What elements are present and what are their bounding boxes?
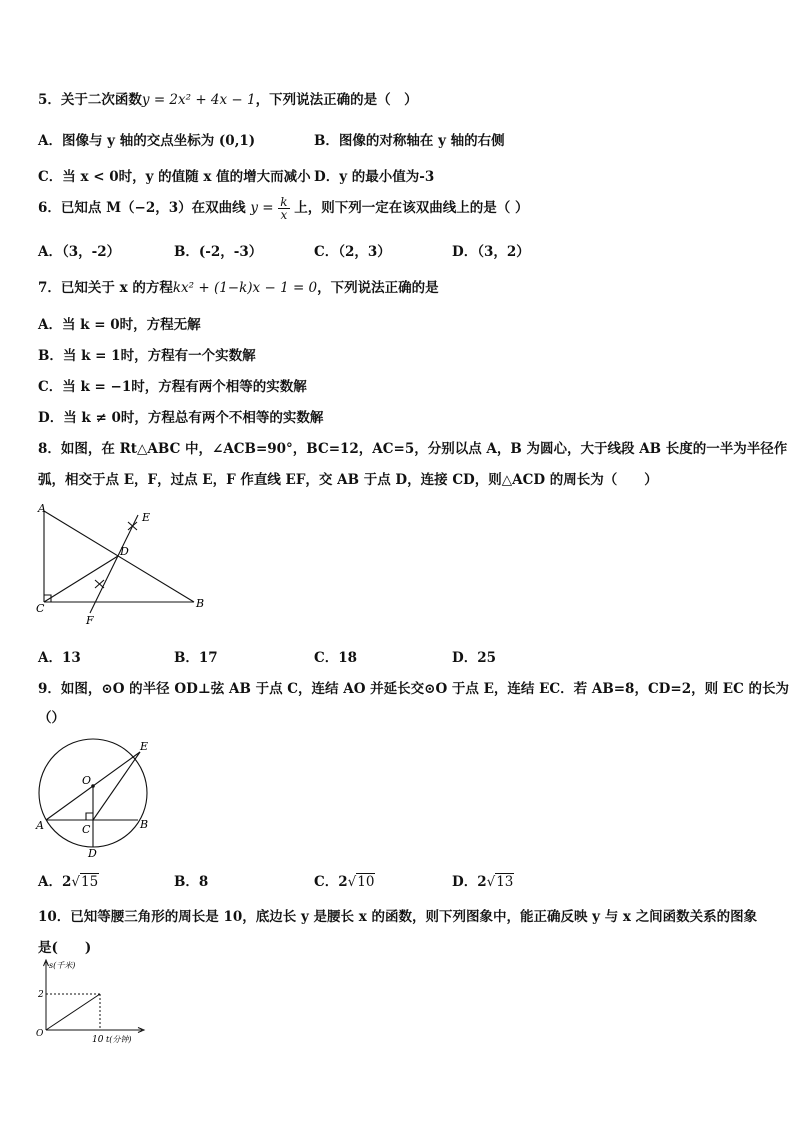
q9-label-a: A xyxy=(36,819,44,832)
q8-arc-mark-f xyxy=(95,580,104,588)
q9-option-a-label: A．2 xyxy=(38,874,72,890)
q8-figure xyxy=(32,500,212,630)
q7-stem-pre: 7．已知关于 x 的方程 xyxy=(38,280,173,296)
q10-x-axis-label: t(分钟) xyxy=(106,1035,132,1044)
q10-stem-line2: 是( ) xyxy=(38,940,92,956)
q9-option-a-radicand: 15 xyxy=(80,874,99,890)
q10-stem-line1: 10．已知等腰三角形的周长是 10，底边长 y 是腰长 x 的函数，则下列图象中，能正确反映 y 与 x 之间函数关系的图象 xyxy=(38,909,758,925)
q5-option-b[interactable]: B．图像的对称轴在 y 轴的右侧 xyxy=(314,133,505,149)
q10-graph-line xyxy=(46,994,100,1030)
q6-stem xyxy=(38,196,528,221)
q9-stem-line1: 9．如图，⊙O 的半径 OD⊥弦 AB 于点 C，连结 AO 并延长交⊙O 于点 E，连结 EC．若 AB=8，CD=2，则 EC 的长为 xyxy=(38,681,790,697)
q9-option-c-label: C．2 xyxy=(314,874,348,890)
q9-option-d-label: D．2 xyxy=(452,874,487,890)
q10-x-tick-label: 10 xyxy=(92,1035,104,1045)
q5-stem xyxy=(38,88,418,108)
q9-option-c[interactable] xyxy=(314,870,375,890)
q10-y-axis-label: s(千米) xyxy=(49,961,76,970)
q7-expression: kx² + (1−k)x − 1 = 0 xyxy=(172,280,318,296)
q9-label-o: O xyxy=(82,774,92,787)
q8-label-b: B xyxy=(196,597,205,610)
q7-stem-post: ，下列说法正确的是 xyxy=(317,280,439,296)
q6-option-b[interactable]: B．(-2，-3） xyxy=(174,244,263,260)
q9-label-b: B xyxy=(140,818,149,831)
q9-option-b[interactable]: B．8 xyxy=(174,874,209,890)
q8-stem-line1: 8．如图，在 Rt△ABC 中，∠ACB=90°，BC=12，AC=5，分别以点 A，B 为圆心，大于线段 AB 长度的一半为半径作 xyxy=(38,441,788,457)
q7-option-d[interactable]: D．当 k ≠ 0时，方程总有两个不相等的实数解 xyxy=(38,410,324,426)
q8-label-f: F xyxy=(86,614,94,627)
q8-option-a[interactable]: A．13 xyxy=(38,650,81,666)
q9-segment-ec xyxy=(93,752,140,820)
q6-stem-post: 上，则下列一定在该双曲线上的是（ ） xyxy=(294,200,529,216)
q5-option-c[interactable]: C．当 x < 0时，y 的值随 x 值的增大而减小 xyxy=(38,169,311,185)
q6-option-a[interactable]: A．（3，-2） xyxy=(38,244,121,260)
q9-option-c-radicand: 10 xyxy=(357,874,375,890)
q6-fraction-numerator: k xyxy=(280,195,288,209)
q8-label-c: C xyxy=(36,602,45,615)
q6-option-c[interactable]: C．（2，3） xyxy=(314,244,391,260)
q10-origin-label: O xyxy=(36,1029,44,1039)
q9-stem-line2: （） xyxy=(38,710,65,726)
q9-option-a-sqrt: √15 xyxy=(71,874,99,890)
q9-option-d-sqrt: √13 xyxy=(486,874,514,890)
q6-stem-pre: 6．已知点 M（−2，3）在双曲线 xyxy=(38,200,246,216)
q8-label-a: A xyxy=(38,502,46,515)
q9-option-c-sqrt: √10 xyxy=(347,874,375,890)
q10-y-tick-label: 2 xyxy=(38,990,44,1000)
q9-option-d[interactable] xyxy=(452,870,514,890)
q5-stem-post: ，下列说法正确的是（ ） xyxy=(255,92,418,108)
q9-right-angle-mark xyxy=(86,813,93,820)
q6-fraction xyxy=(278,196,289,221)
q9-center-dot xyxy=(91,784,95,788)
q7-option-a[interactable]: A．当 k = 0时，方程无解 xyxy=(38,317,201,333)
q5-option-d[interactable]: D．y 的最小值为-3 xyxy=(314,169,435,185)
q8-label-e: E xyxy=(142,511,151,524)
q8-arc-mark-e xyxy=(128,522,137,530)
q6-option-d[interactable]: D．（3，2） xyxy=(452,244,530,260)
q7-option-b[interactable]: B．当 k = 1时，方程有一个实数解 xyxy=(38,348,256,364)
q9-figure xyxy=(32,736,162,860)
q5-stem-pre: 5．关于二次函数 xyxy=(38,92,142,108)
q8-option-c[interactable]: C．18 xyxy=(314,650,358,666)
q8-option-d[interactable]: D．25 xyxy=(452,650,496,666)
q8-label-d: D xyxy=(120,545,129,558)
q5-option-a[interactable]: A．图像与 y 轴的交点坐标为 (0,1) xyxy=(38,133,256,149)
q9-label-d: D xyxy=(88,847,97,860)
q7-stem xyxy=(38,276,439,296)
q8-option-b[interactable]: B．17 xyxy=(174,650,218,666)
q8-stem-line2: 弧，相交于点 E，F，过点 E，F 作直线 EF，交 AB 于点 D，连接 CD，则△ACD 的周长为（ ） xyxy=(38,472,658,488)
q5-expression: y = 2x² + 4x − 1 xyxy=(141,92,256,108)
q9-option-a[interactable] xyxy=(38,870,99,890)
q6-fraction-denominator: x xyxy=(280,208,288,222)
q10-graph xyxy=(34,956,154,1048)
q9-option-d-radicand: 13 xyxy=(496,874,514,890)
q6-fraction-lhs: y = xyxy=(250,200,274,216)
q9-label-e: E xyxy=(140,740,149,753)
q9-label-c: C xyxy=(82,823,91,836)
q7-option-c[interactable]: C．当 k = −1时，方程有两个相等的实数解 xyxy=(38,379,307,395)
